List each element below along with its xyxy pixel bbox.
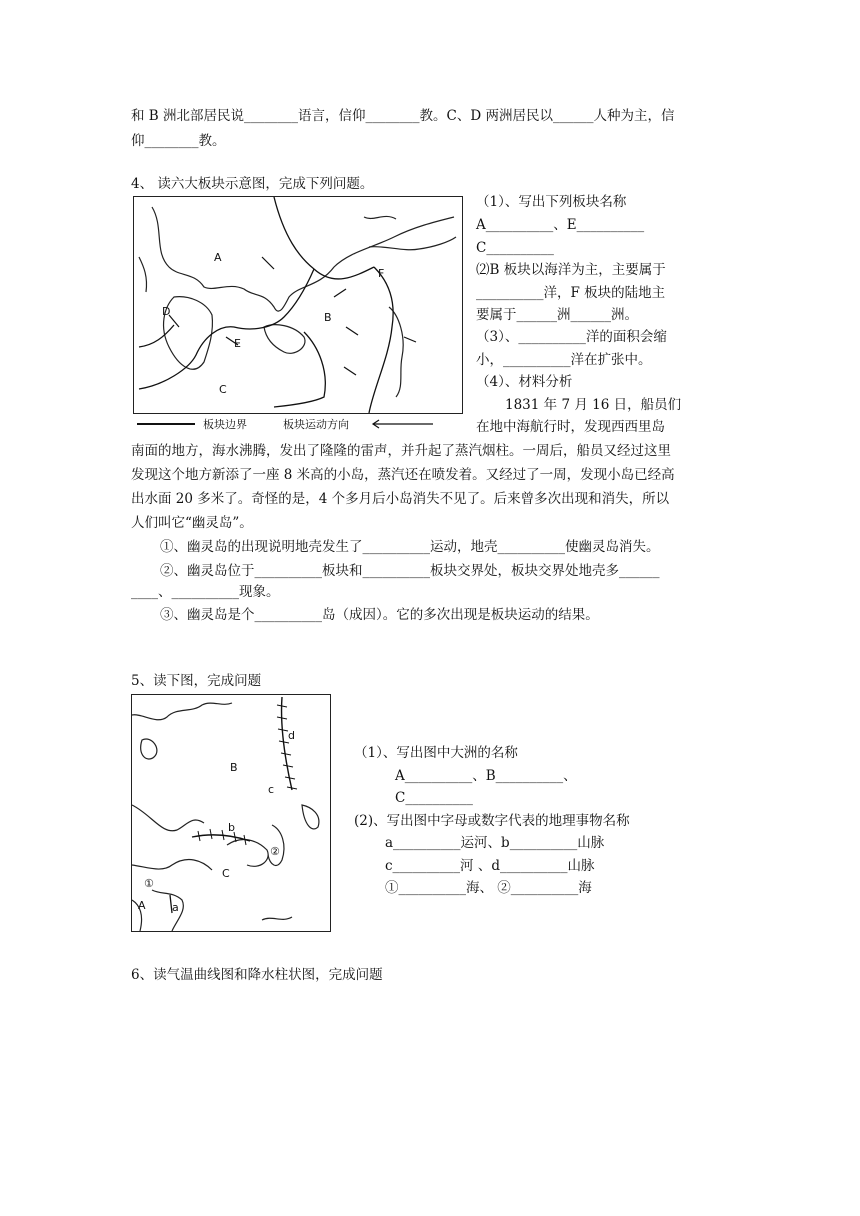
q3-line-2: 仰________教。 — [131, 133, 226, 149]
plate-label-c: C — [219, 383, 227, 396]
q6-heading: 6、读气温曲线图和降水柱状图，完成问题 — [131, 967, 383, 983]
asia-map-drawing — [132, 695, 330, 931]
asia-label-a-continent: A — [138, 899, 146, 912]
q5-side-7: ①__________海、 ②__________海 — [385, 880, 592, 896]
plate-map-drawing — [134, 197, 462, 413]
q4-para-2: 发现这个地方新添了一座 8 米高的小岛，蒸汽还在喷发着。又经过了一周，发现小岛已经高 — [131, 467, 675, 483]
q4-side-9: （4）、材料分析 — [476, 374, 573, 390]
asia-label-d-range: d — [288, 729, 295, 742]
q4-side-2: A__________、E__________ — [476, 217, 645, 233]
q4-side-1: （1）、写出下列板块名称 — [476, 194, 627, 210]
q3-line-1: 和 B 洲北部居民说________语言，信仰________教。C、D 两洲居民以______人种为主，信 — [131, 108, 675, 124]
q4-para-4: 人们叫它“幽灵岛”。 — [131, 515, 253, 531]
plate-label-b: B — [324, 311, 332, 324]
plate-label-f: F — [378, 267, 385, 280]
q4-side-6: 要属于______洲______洲。 — [476, 307, 638, 323]
q4-heading: 4、 读六大板块示意图，完成下列问题。 — [131, 176, 374, 192]
asia-label-b: B — [230, 761, 238, 774]
q4-item-2-cont: ____、__________现象。 — [131, 584, 280, 600]
q4-side-5: __________洋，F 板块的陆地主 — [476, 285, 666, 301]
legend-arrow-icon — [373, 420, 433, 428]
q5-side-1: （1）、写出图中大洲的名称 — [354, 745, 518, 761]
q4-side-4: ⑵B 板块以海洋为主，主要属于 — [476, 262, 666, 278]
legend-boundary-label: 板块边界 — [203, 418, 247, 431]
q4-item-2: ②、幽灵岛位于__________板块和__________板块交界处，板块交界处地壳多______ — [160, 563, 660, 579]
q4-side-7: （3）、__________洋的面积会缩 — [476, 329, 667, 345]
asia-label-sea-1: ① — [144, 877, 154, 890]
asia-label-c-river: c — [268, 783, 275, 796]
q5-side-2: A__________、B__________、 — [395, 768, 577, 784]
q5-side-3: C__________ — [395, 790, 473, 806]
q4-side-3: C__________ — [476, 240, 554, 256]
asia-label-a-canal: a — [172, 901, 179, 914]
q4-side-10: 1831 年 7 月 16 日，船员们 — [505, 397, 682, 413]
q4-para-3: 出水面 20 多米了。奇怪的是，4 个多月后小岛消失不见了。后来曾多次出现和消失，所以 — [131, 491, 670, 507]
q4-para-1: 南面的地方，海水沸腾，发出了隆隆的雷声，并升起了蒸汽烟柱。一周后，船员又经过这里 — [131, 443, 671, 459]
plate-map — [133, 196, 463, 414]
q5-side-5: a__________运河、b__________山脉 — [385, 835, 605, 851]
plate-label-d: D — [162, 305, 171, 318]
asia-map — [131, 694, 331, 932]
q4-side-11: 在地中海航行时，发现西西里岛 — [476, 419, 665, 435]
q5-side-6: c__________河 、d__________山脉 — [385, 858, 595, 874]
plate-map-legend — [133, 414, 461, 432]
q4-item-3: ③、幽灵岛是个__________岛（成因）。它的多次出现是板块运动的结果。 — [160, 607, 599, 623]
asia-label-b-range: b — [228, 821, 235, 834]
q5-side-4: (2)、写出图中字母或数字代表的地理事物名称 — [354, 813, 630, 829]
q5-heading: 5、读下图，完成问题 — [131, 673, 262, 689]
plate-label-e: E — [234, 337, 241, 350]
asia-label-c: C — [222, 867, 230, 880]
q4-side-8: 小，__________洋在扩张中。 — [476, 352, 652, 368]
plate-label-a: A — [214, 251, 222, 264]
legend-direction-label: 板块运动方向 — [283, 418, 349, 431]
asia-label-sea-2: ② — [270, 845, 280, 858]
q4-item-1: ①、幽灵岛的出现说明地壳发生了__________运动，地壳__________使幽灵岛消失。 — [160, 539, 660, 555]
